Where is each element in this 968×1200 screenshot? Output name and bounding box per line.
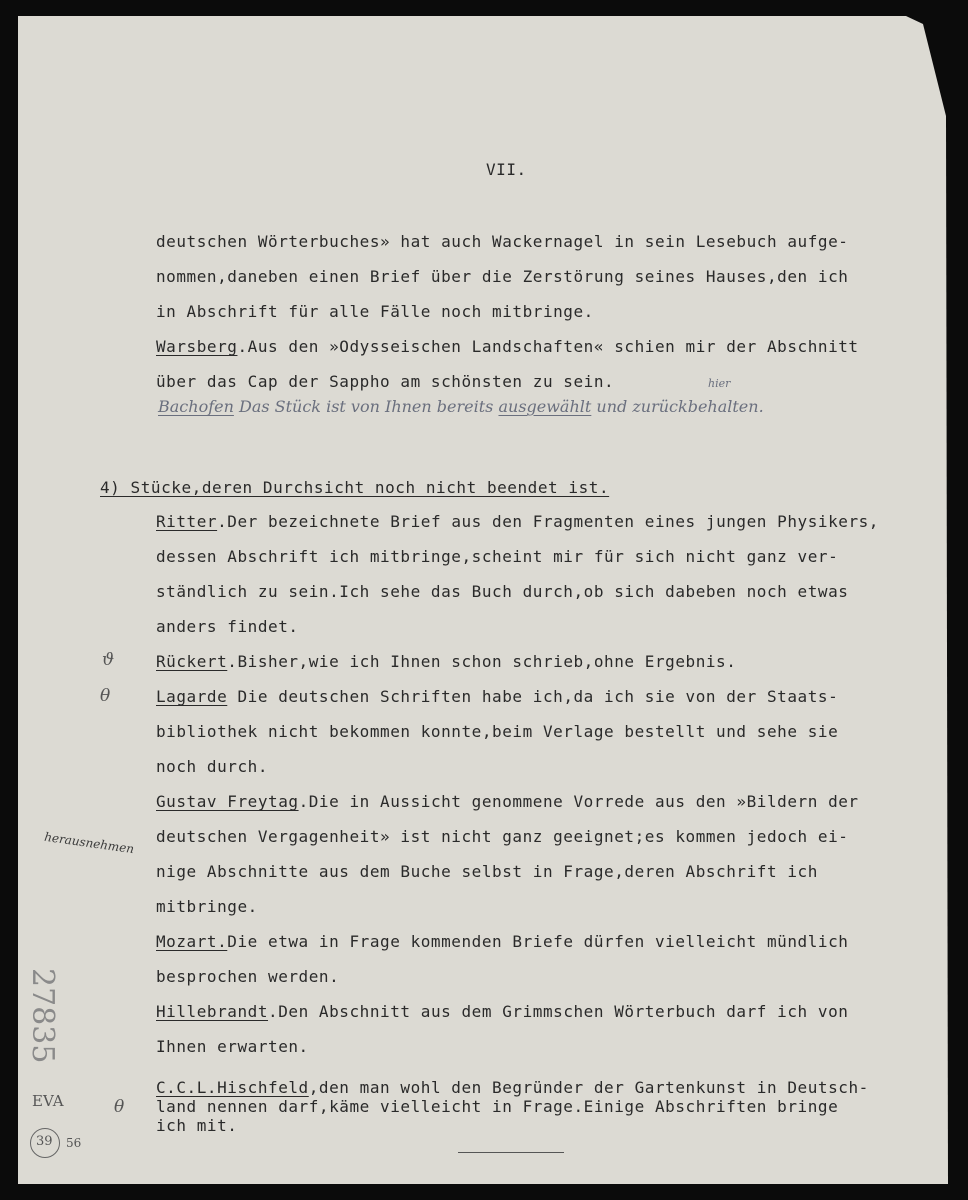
archive-circle: 39 <box>30 1128 60 1158</box>
lagarde-entry: Lagarde Die deutschen Schriften habe ich,da ich sie von der Staats- <box>156 687 839 706</box>
text-line: in Abschrift für alle Fälle noch mitbringe. <box>156 302 594 321</box>
text-line: ständlich zu sein.Ich sehe das Buch durch,ob sich dabeben noch etwas <box>156 582 849 601</box>
archive-sub: 56 <box>66 1136 82 1150</box>
text-line: dessen Abschrift ich mitbringe,scheint mir für sich nicht ganz ver- <box>156 547 839 566</box>
mozart-entry: Mozart.Die etwa in Frage kommenden Briefe dürfen vielleicht mündlich <box>156 932 849 951</box>
hildebrandt-entry: Hillebrandt.Den Abschnitt aus dem Grimmschen Wörterbuch darf ich von <box>156 1002 849 1021</box>
rueckert-entry: Rückert.Bisher,wie ich Ihnen schon schrieb,ohne Ergebnis. <box>156 652 737 671</box>
text-line: land nennen darf,käme vielleicht in Frage.Einige Abschriften bringe <box>156 1097 839 1116</box>
margin-mark: ϑ <box>102 650 115 670</box>
text-line: ich mit. <box>156 1116 238 1135</box>
hirschfeld-entry: C.C.L.Hischfeld,den man wohl den Begründer der Gartenkunst in Deutsch- <box>156 1078 869 1097</box>
text-line: nommen,daneben einen Brief über die Zerstörung seines Hauses,den ich <box>156 267 849 286</box>
text-line: nige Abschnitte aus dem Buche selbst in Frage,deren Abschrift ich <box>156 862 818 881</box>
author-name: Hillebrandt <box>156 1002 269 1021</box>
author-name: C.C.L.Hischfeld <box>156 1078 309 1097</box>
author-name: Ritter <box>156 512 218 531</box>
text-line: über das Cap der Sappho am schönsten zu sein. <box>156 372 615 391</box>
text-line: deutschen Wörterbuches» hat auch Wackernagel in sein Lesebuch aufge- <box>156 232 849 251</box>
margin-mark: θ <box>100 686 111 706</box>
author-name: Rückert <box>156 652 228 671</box>
ritter-entry: Ritter.Der bezeichnete Brief aus den Fragmenten eines jungen Physikers, <box>156 512 879 531</box>
text-line: noch durch. <box>156 757 269 776</box>
author-name: Lagarde <box>156 687 228 706</box>
author-name: Warsberg <box>156 337 238 356</box>
archive-number: 27835 <box>25 968 60 1064</box>
freytag-entry: Gustav Freytag.Die in Aussicht genommene Vorrede aus den »Bildern der <box>156 792 859 811</box>
section-heading: 4) Stücke,deren Durchsicht noch nicht beendet ist. <box>100 478 610 497</box>
author-name: Mozart. <box>156 932 228 951</box>
text-line: deutschen Vergagenheit» ist nicht ganz geeignet;es kommen jedoch ei- <box>156 827 849 846</box>
text-line: besprochen werden. <box>156 967 340 986</box>
text-line: mitbringe. <box>156 897 258 916</box>
author-name: Bachofen <box>158 397 234 416</box>
warsberg-entry <box>156 337 859 357</box>
author-name: Gustav Freytag <box>156 792 299 811</box>
archive-code: EVA <box>32 1092 64 1110</box>
text-line: anders findet. <box>156 617 299 636</box>
page-number: VII. <box>486 160 527 179</box>
margin-handwriting: herausnehmen <box>43 829 135 857</box>
closing-rule <box>458 1152 564 1153</box>
entry-text: .Aus den »Odysseischen Landschaften« schien mir der Abschnitt <box>237 337 859 356</box>
text-line: bibliothek nicht bekommen konnte,beim Verlage bestellt und sehe sie <box>156 722 839 741</box>
handwritten-note: Bachofen Das Stück ist von Ihnen bereits ausgewählt und zurückbehalten. <box>158 397 764 416</box>
margin-mark: θ <box>114 1097 125 1117</box>
text-line: Ihnen erwarten. <box>156 1037 309 1056</box>
handwritten-insertion: hier <box>708 377 731 390</box>
